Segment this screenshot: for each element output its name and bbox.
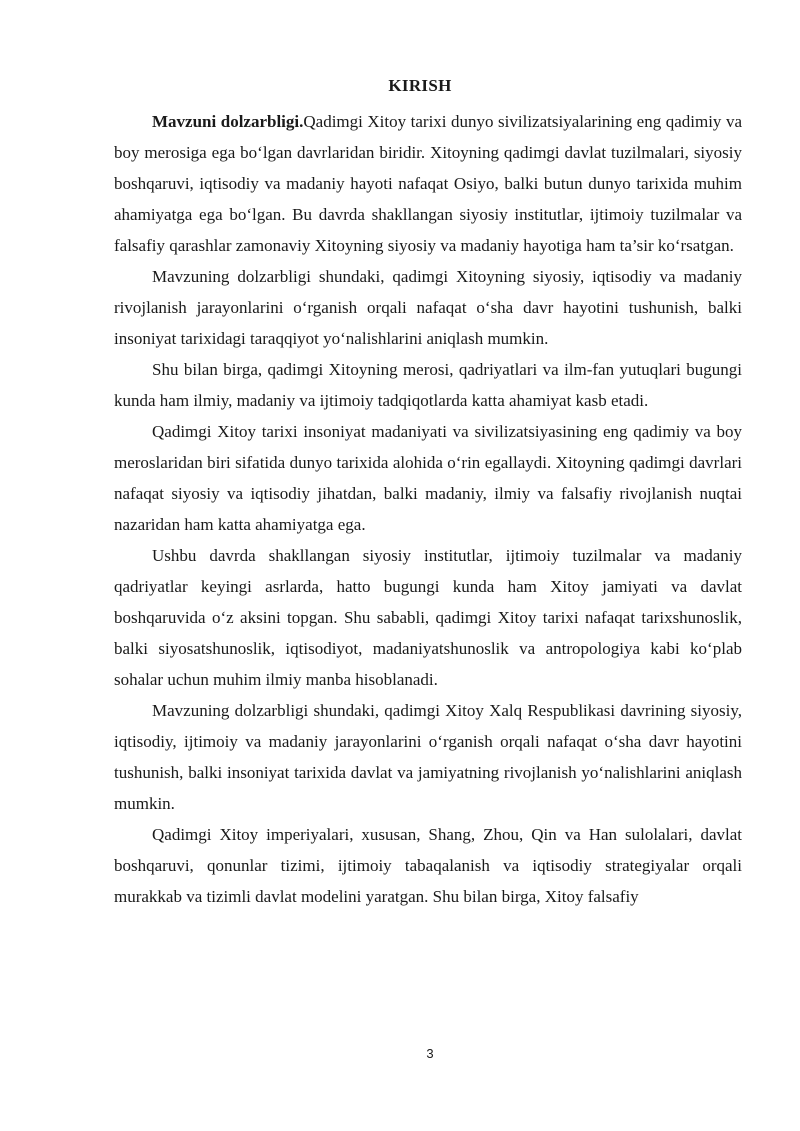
paragraph-5: Ushbu davrda shakllangan siyosiy institutlar, ijtimoiy tuzilmalar va madaniy qadriyatlar keyingi asrlarda, hatto bugungi kunda ham Xitoy jamiyati va davlat boshqaruvida o‘z aksini topgan. Shu sababli, qadimgi Xitoy tarixi nafaqat tarixshunoslik, balki siyosatshunoslik, iqtisodiyot, madaniyatshunoslik va antropologiya kabi ko‘plab sohalar uchun muhim ilmiy manba hisoblanadi.: [114, 546, 742, 689]
body-text: [114, 106, 742, 912]
paragraph-4: Qadimgi Xitoy tarixi insoniyat madaniyati va sivilizatsiyasining eng qadimiy va boy meroslaridan biri sifatida dunyo tarixida alohida o‘rin egallaydi. Xitoyning qadimgi davrlari nafaqat siyosiy va iqtisodiy jihatdan, balki madaniy, ilmiy va falsafiy rivojlanish nuqtai nazaridan ham katta ahamiyatga ega.: [114, 422, 742, 534]
page-number: 3: [426, 1046, 434, 1061]
paragraph-1-text: Qadimgi Xitoy tarixi dunyo sivilizatsiyalarining eng qadimiy va boy merosiga ega bo‘lgan davrlaridan biridir. Xitoyning qadimgi davlat tuzilmalari, siyosiy boshqaruvi, iqtisodiy va madaniy hayoti nafaqat Osiyo, balki butun dunyo tarixida muhim ahamiyatga ega bo‘lgan. Bu davrda shakllangan siyosiy institutlar, ijtimoiy tuzilmalar va falsafiy qarashlar zamonaviy Xitoyning siyosiy va madaniy hayotiga ham ta’sir ko‘rsatgan.: [114, 112, 742, 255]
paragraph-1: [114, 106, 742, 261]
paragraph-6: Mavzuning dolzarbligi shundaki, qadimgi Xitoy Xalq Respublikasi davrining siyosiy, iqtisodiy, ijtimoiy va madaniy jarayonlarini o‘rganish orqali nafaqat o‘sha davr hayotini tushunish, balki insoniyat tarixida davlat va jamiyatning rivojlanish yo‘nalishlarini aniqlash mumkin.: [114, 701, 742, 813]
paragraph-3: Shu bilan birga, qadimgi Xitoyning merosi, qadriyatlari va ilm-fan yutuqlari bugungi kunda ham ilmiy, madaniy va ijtimoiy tadqiqotlarda katta ahamiyat kasb etadi.: [114, 360, 742, 410]
lead-phrase: Mavzuni dolzarbligi.: [152, 112, 304, 131]
paragraph-7: Qadimgi Xitoy imperiyalari, xususan, Shang, Zhou, Qin va Han sulolalari, davlat boshqaruvi, qonunlar tizimi, ijtimoiy tabaqalanish va iqtisodiy strategiyalar orqali murakkab va tizimli davlat modelini yaratgan. Shu bilan birga, Xitoy falsafiy: [114, 825, 742, 906]
section-heading: KIRISH: [388, 76, 452, 95]
paragraph-2: Mavzuning dolzarbligi shundaki, qadimgi Xitoyning siyosiy, iqtisodiy va madaniy rivojlanish jarayonlarini o‘rganish orqali nafaqat o‘sha davr hayotini tushunish, balki insoniyat tarixidagi taraqqiyot yo‘nalishlarini aniqlash mumkin.: [114, 267, 742, 348]
